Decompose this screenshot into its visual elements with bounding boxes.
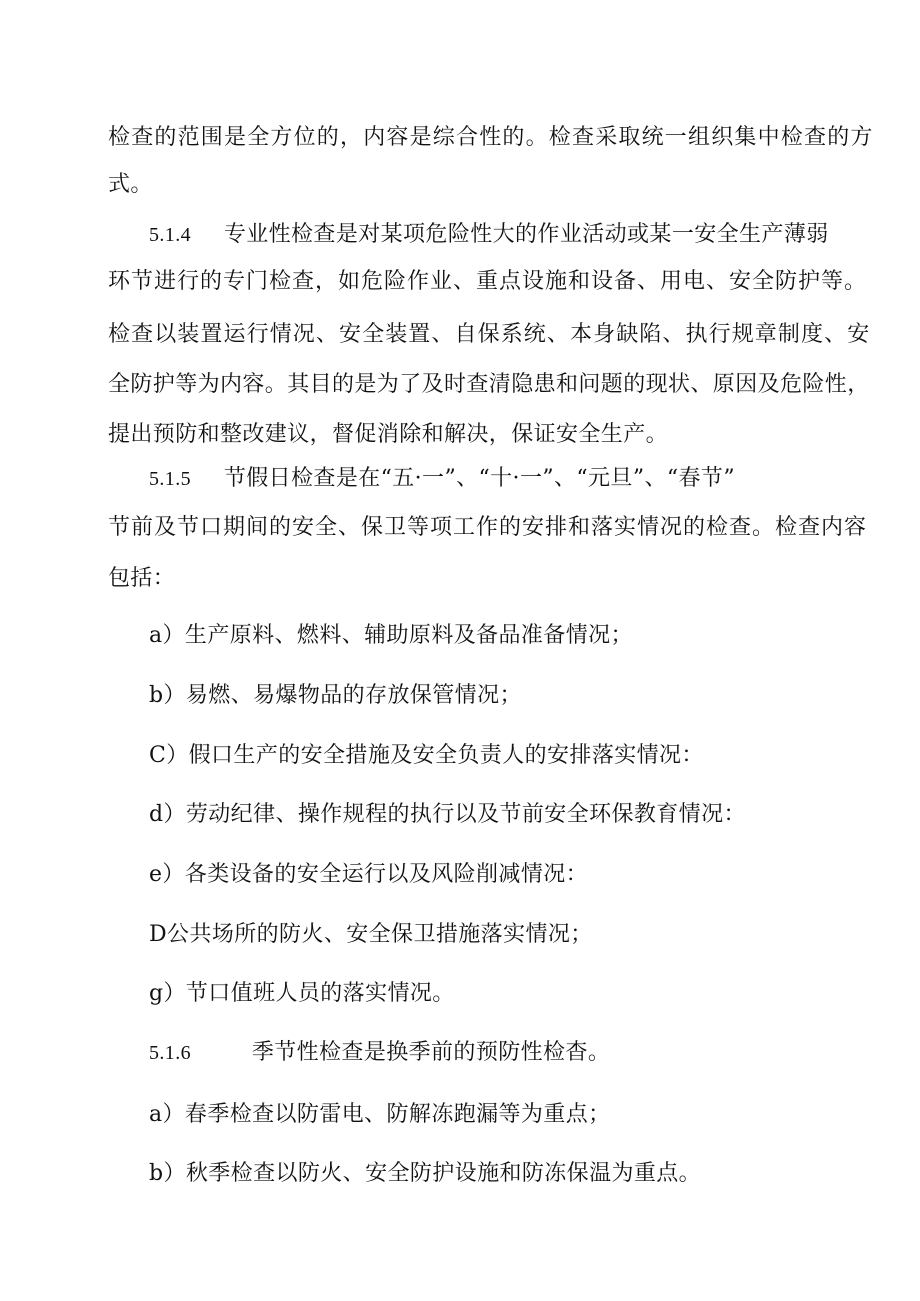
list-item-b: b）秋季检查以防火、安全防护设施和防冻保温为重点。 [149,1161,702,1186]
list-item-d: d）劳动纪律、操作规程的执行以及节前安全环保教育情况： [149,802,746,827]
list-item-a: a）春季检查以防雷电、防解冻跑漏等为重点； [149,1102,611,1127]
section-number: 5.1.4 [149,224,191,246]
paragraph-line: 包括： [108,566,176,591]
paragraph-line: 式。 [108,172,153,197]
list-item-f: D公共场所的防火、安全保卫措施落实情况； [149,922,593,947]
paragraph-line: 节前及节口期间的安全、保卫等项工作的安排和落实情况的检查。检查内容 [108,515,868,540]
section-text: 专业性检查是对某项危险性大的作业活动或某一安全生产薄弱 [223,222,829,247]
section-number: 5.1.6 [149,1042,191,1064]
list-item-c: C）假口生产的安全措施及安全负责人的安排落实情况： [149,743,704,768]
list-item-b: b）易燃、易爆物品的存放保管情况； [149,683,522,708]
section-line-5-1-5 [149,464,735,494]
list-item-g: g）节口值班人员的落实情况。 [149,981,455,1006]
section-number: 5.1.5 [149,468,191,490]
list-item-e: e）各类设备的安全运行以及风险削减情况： [149,862,589,887]
section-text: 节假日检查是在“五·一”、“十·一”、“元旦”、“春节” [223,466,735,491]
paragraph-line: 检查的范围是全方位的，内容是综合性的。检查采取统一组织集中检查的方 [108,125,874,150]
paragraph-line: 全防护等为内容。其目的是为了及时查清隐患和问题的现状、原因及危险性， [108,372,870,397]
section-line-5-1-4 [149,220,829,250]
section-line-5-1-6 [149,1038,610,1068]
list-item-a: a）生产原料、燃料、辅助原料及备品准备情况； [149,623,633,648]
section-text: 季节性检查是换季前的预防性检杳。 [251,1040,611,1065]
paragraph-line: 检查以装置运行情况、安全装置、自保系统、本身缺陷、执行规章制度、安 [108,322,871,347]
paragraph-line: 环节进行的专门检查，如危险作业、重点设施和设备、用电、安全防护等。 [108,269,868,294]
paragraph-line: 提出预防和整改建议，督促消除和解决，保证安全生产。 [108,422,669,447]
